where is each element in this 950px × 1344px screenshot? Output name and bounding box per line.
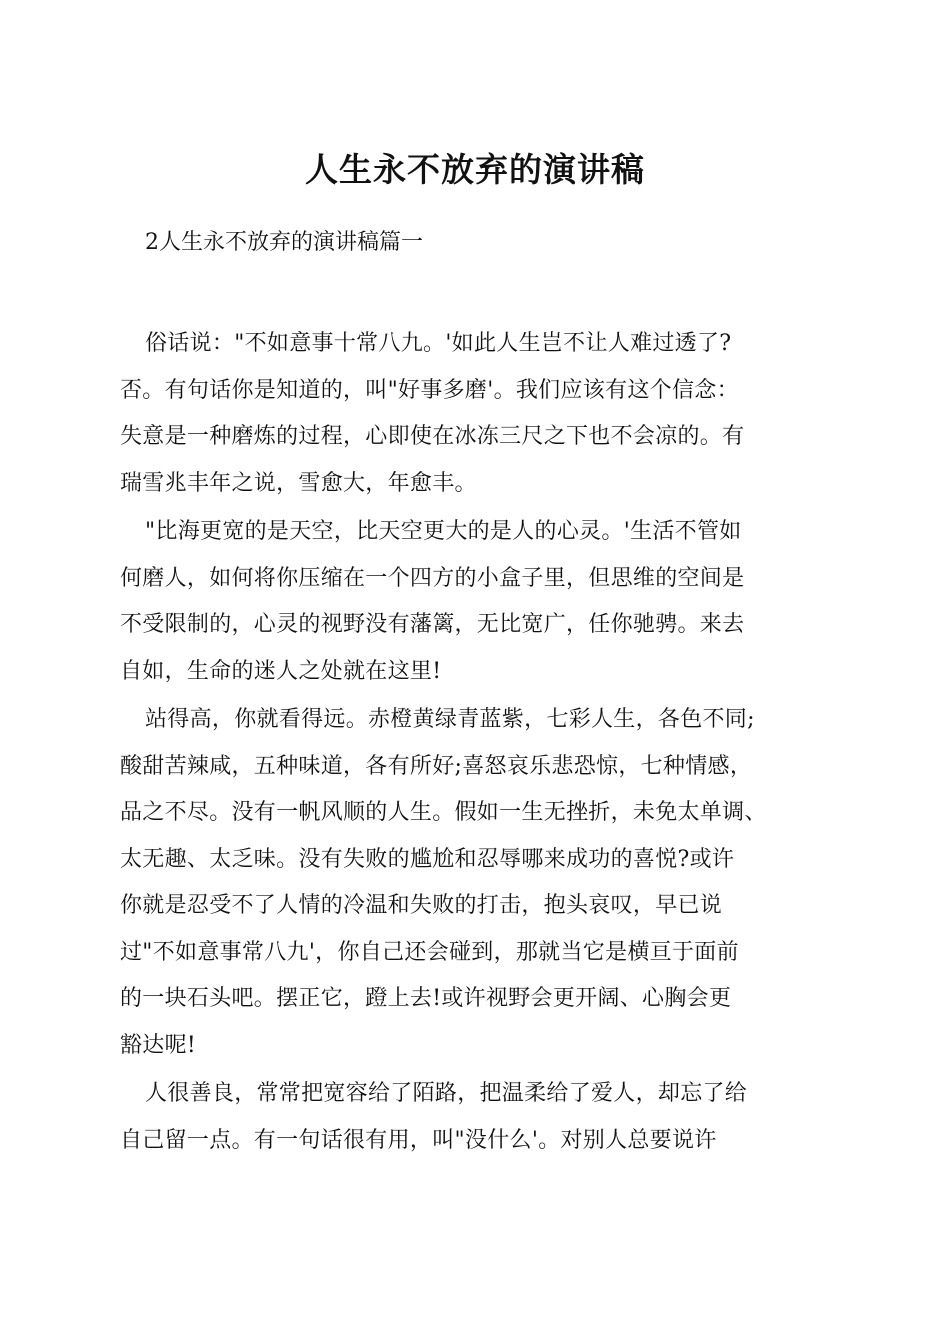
text-line: 站得高，你就看得远。赤橙黄绿青蓝紫，七彩人生，各色不同; (145, 707, 755, 732)
text-line: 否。有句话你是知道的，叫"好事多磨'。我们应该有这个信念： (120, 377, 739, 403)
paragraph (120, 1071, 840, 1164)
text-line: 自己留一点。有一句话很有用，叫"没什么'。对别人总要说许 (120, 1127, 717, 1153)
text-line: 太无趣、太乏味。没有失败的尴尬和忍辱哪来成功的喜悦?或许 (120, 846, 735, 872)
document-body (120, 321, 840, 1166)
document-title: 人生永不放弃的演讲稿 (305, 150, 645, 189)
text-line: 俗话说："不如意事十常八九。'如此人生岂不让人难过透了? (145, 331, 732, 356)
text-line: 自如，生命的迷人之处就在这里! (120, 658, 442, 684)
paragraph (120, 509, 840, 695)
text-line: 你就是忍受不了人情的冷温和失败的打击，抱头哀叹，早已说 (120, 893, 723, 918)
text-line: 失意是一种磨炼的过程，心即使在冰冻三尺之下也不会凉的。有 (120, 424, 745, 449)
text-line: "比海更宽的是天空，比天空更大的是人的心灵。'生活不管如 (145, 519, 742, 544)
text-line: 过"不如意事常八九'，你自己还会碰到，那就当它是横亘于面前 (120, 939, 739, 965)
text-line: 豁达呢! (120, 1032, 197, 1058)
text-line: 酸甜苦辣咸，五种味道，各有所好;喜怒哀乐悲恐惊，七种情感， (120, 753, 753, 779)
paragraph (120, 321, 840, 507)
text-line: 品之不尽。没有一帆风顺的人生。假如一生无挫折，未免太单调、 (120, 800, 767, 825)
text-line: 不受限制的，心灵的视野没有藩篱，无比宽广，任你驰骋。来去 (120, 612, 745, 637)
text-line: 何磨人，如何将你压缩在一个四方的小盒子里，但思维的空间是 (120, 565, 745, 591)
text-line: 的一块石头吧。摆正它，蹬上去!或许视野会更开阔、心胸会更 (120, 986, 732, 1011)
paragraph (120, 697, 840, 1069)
document-subtitle: 2人生永不放弃的演讲稿篇一 (145, 230, 423, 255)
text-line: 人很善良，常常把宽容给了陌路，把温柔给了爱人，却忘了给 (145, 1081, 748, 1106)
text-line: 瑞雪兆丰年之说，雪愈大，年愈丰。 (120, 470, 477, 496)
